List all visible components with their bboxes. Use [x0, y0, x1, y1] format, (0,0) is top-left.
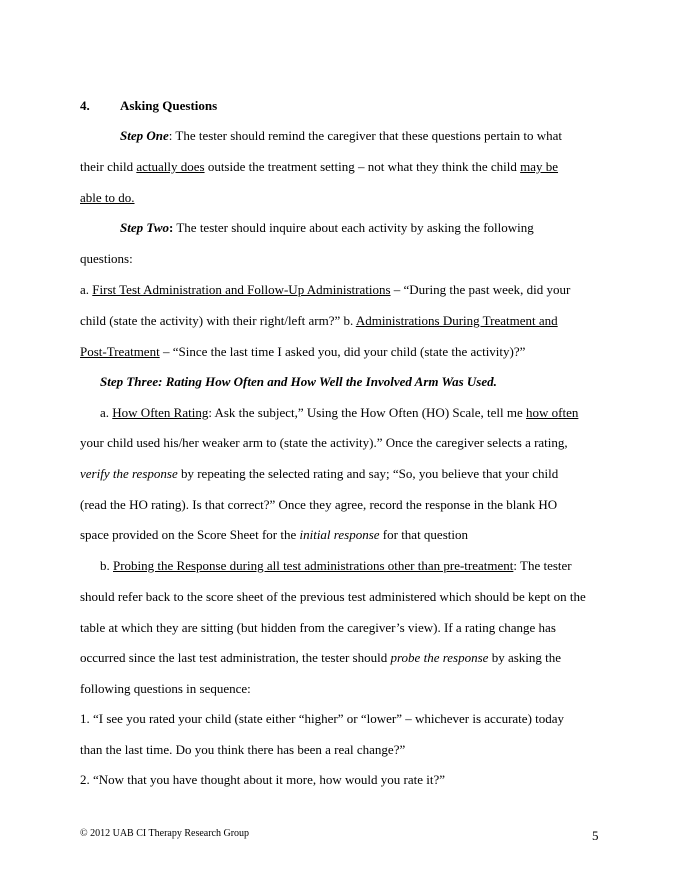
footer-copyright: © 2012 UAB CI Therapy Research Group	[80, 828, 250, 839]
item-a-line-3: Post-Treatment – “Since the last time I asked you, did your child (state the activity)?”	[80, 344, 526, 359]
step-one-label: Step One	[120, 128, 169, 143]
probing-line-3: table at which they are sitting (but hidden from the caregiver’s view). If a rating change has	[80, 620, 556, 635]
section-number: 4.	[80, 98, 90, 113]
probing-line-5: following questions in sequence:	[80, 681, 251, 696]
step-three-label: Step Three	[100, 374, 159, 389]
step-one-line-2: their child actually does outside the treatment setting – not what they think the child may be	[80, 159, 559, 174]
how-often-line-1: a. How Often Rating: Ask the subject,” Using the How Often (HO) Scale, tell me how often	[100, 405, 579, 420]
question-1-line-1: 1. “I see you rated your child (state either “higher” or “lower” – whichever is accurate) today	[80, 711, 565, 726]
question-1-line-2: than the last time. Do you think there has been a real change?”	[80, 742, 406, 757]
step-one-line-3: able to do.	[80, 190, 135, 205]
probing-line-1: b. Probing the Response during all test administrations other than pre-treatment: The tester	[100, 558, 572, 573]
step-two-label: Step Two	[120, 220, 169, 235]
probing-line-4: occurred since the last test administration, the tester should probe the response by asking the	[80, 650, 562, 665]
how-often-line-2: your child used his/her weaker arm to (state the activity).” Once the caregiver selects a rating,	[80, 435, 568, 450]
step-three-heading: Step Three: Rating How Often and How Well the Involved Arm Was Used.	[100, 374, 497, 389]
how-often-line-3: verify the response by repeating the selected rating and say; “So, you believe that your child	[80, 466, 559, 481]
step-two-line-1: Step Two: The tester should inquire about each activity by asking the following	[120, 220, 534, 235]
step-two-line-2: questions:	[80, 251, 133, 266]
item-a-line-1: a. First Test Administration and Follow-Up Administrations – “During the past week, did your	[80, 282, 571, 297]
how-often-line-4: (read the HO rating). Is that correct?” Once they agree, record the response in the blank HO	[80, 497, 558, 512]
probing-line-2: should refer back to the score sheet of the previous test administered which should be kept on the	[80, 589, 586, 604]
step-one-line-1: Step One: The tester should remind the caregiver that these questions pertain to what	[120, 128, 563, 143]
item-a-line-2: child (state the activity) with their right/left arm?” b. Administrations During Treatment and	[80, 313, 558, 328]
question-2: 2. “Now that you have thought about it more, how would you rate it?”	[80, 772, 446, 787]
page-number: 5	[592, 828, 599, 843]
section-title: Asking Questions	[120, 98, 218, 113]
how-often-line-5: space provided on the Score Sheet for the initial response for that question	[80, 527, 468, 542]
